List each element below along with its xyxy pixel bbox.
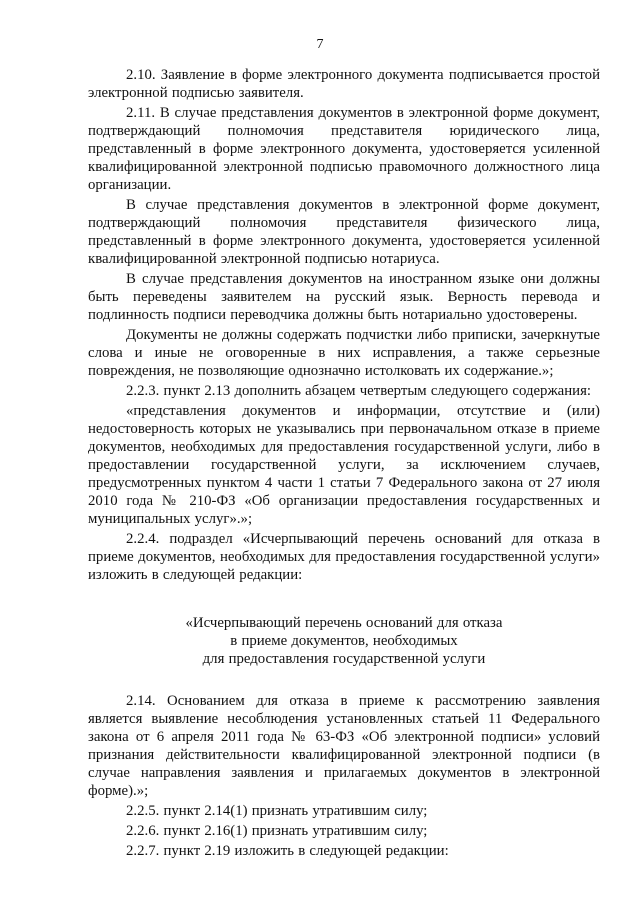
paragraph-2-2-4: 2.2.4. подраздел «Исчерпывающий перечень оснований для отказа в приеме документов, необходимых для предоставления государственной услуги» изложить в следующей редакции: <box>88 531 600 583</box>
document-body <box>88 66 600 860</box>
section-heading-line: «Исчерпывающий перечень оснований для отказа <box>185 615 503 631</box>
paragraph-2-2-6: 2.2.6. пункт 2.16(1) признать утратившим силу; <box>126 823 428 839</box>
section-heading <box>88 614 600 668</box>
section-heading-line: для предоставления государственной услуги <box>202 651 486 667</box>
paragraph-quoted-addition: «представления документов и информации, отсутствие и (или) недостоверность которых не указывались при первоначальном отказе в приеме документов, необходимых для предоставления государственной услуги, либо в предоставлении государственной услуги, за исключением случаев, предусмотренных пунктом 4 части 1 статьи 7 Федерального закона от 27 июля 2010 года № 210-ФЗ «Об организации предоставления государственных и муниципальных услуг».»; <box>88 403 600 527</box>
page-number: 7 <box>316 37 324 52</box>
paragraph-no-corrections: Документы не должны содержать подчистки либо приписки, зачеркнутые слова и иные не оговоренные в них исправления, а также серьезные повреждения, не позволяющие однозначно истолковать их содержание.»; <box>88 327 600 379</box>
paragraph-2-2-7: 2.2.7. пункт 2.19 изложить в следующей редакции: <box>126 843 449 859</box>
section-heading-line: в приеме документов, необходимых <box>230 633 458 649</box>
paragraph-2-2-5: 2.2.5. пункт 2.14(1) признать утратившим силу; <box>126 803 428 819</box>
paragraph-2-14: 2.14. Основанием для отказа в приеме к рассмотрению заявления является выявление несоблюдения установленных статьей 11 Федерального закона от 6 апреля 2011 года № 63-ФЗ «Об электронной подписи» условий признания действительности квалифицированной электронной подписи (в случае направления заявления и прилагаемых документов в электронной форме).»; <box>88 693 600 799</box>
paragraph-2-10: 2.10. Заявление в форме электронного документа подписывается простой электронной подписью заявителя. <box>88 67 600 101</box>
paragraph-physical-person: В случае представления документов в электронной форме документ, подтверждающий полномочия представителя физического лица, представленный в форме электронного документа, удостоверяется усиленной квалифицированной электронной подписью нотариуса. <box>88 197 600 267</box>
paragraph-foreign-language: В случае представления документов на иностранном языке они должны быть переведены заявителем на русский язык. Верность перевода и подлинность подписи переводчика должны быть нотариально удостоверены. <box>88 271 600 323</box>
paragraph-2-11: 2.11. В случае представления документов в электронной форме документ, подтверждающий полномочия представителя юридического лица, представленный в форме электронного документа, удостоверяется усиленной квалифицированной электронной подписью правомочного должностного лица организации. <box>88 105 600 193</box>
paragraph-2-2-3: 2.2.3. пункт 2.13 дополнить абзацем четвертым следующего содержания: <box>126 383 591 399</box>
